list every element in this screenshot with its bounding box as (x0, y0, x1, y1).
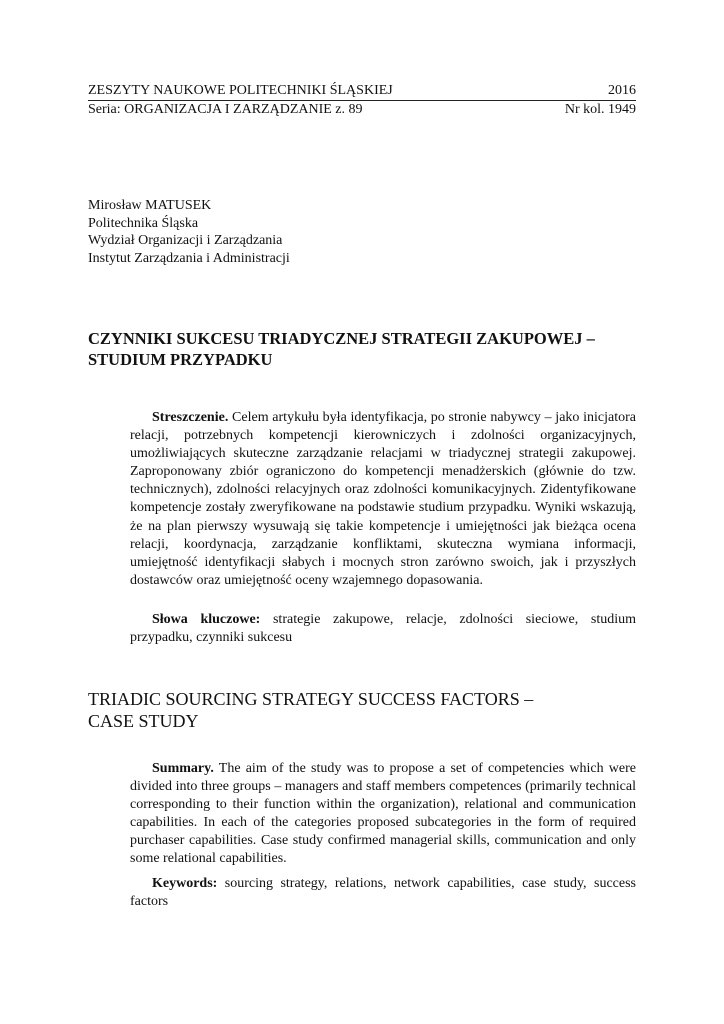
author-name: Mirosław MATUSEK (88, 198, 212, 213)
keywords-english-text: sourcing strategy, relations, network capabilities, case study, success factors (130, 876, 636, 910)
journal-header (88, 82, 636, 118)
abstract-english-paragraph (130, 760, 636, 869)
author-affiliation-university: Politechnika Śląska (88, 215, 199, 231)
title-polish-line2: STUDIUM PRZYPADKU (88, 349, 273, 369)
title-polish-line1: CZYNNIKI SUKCESU TRIADYCZNEJ STRATEGII ZAKUPOWEJ – (88, 329, 595, 348)
keywords-polish-text: strategie zakupowe, relacje, zdolności sieciowe, studium przypadku, czynniki sukcesu (130, 612, 636, 646)
abstract-polish (130, 409, 636, 590)
author-block (88, 197, 290, 267)
author-affiliation-institute: Instytut Zarządzania i Administracji (88, 250, 290, 266)
keywords-polish (130, 611, 636, 647)
keywords-polish-label: Słowa kluczowe: (152, 612, 261, 627)
header-row-series (88, 101, 636, 118)
title-english-line2: CASE STUDY (88, 711, 199, 731)
abstract-english-text: The aim of the study was to propose a set of competencies which were divided into three groups – managers and staff members competences (primarily technical corresponding to their function within the organization), relational and communication capabilities. In each of the categories proposed subcategories in the form of required purchaser capabilities. Case study confirmed managerial skills, communication and only some relational capabilities. (130, 761, 636, 867)
keywords-english (130, 875, 636, 911)
abstract-polish-text: Celem artykułu była identyfikacja, po stronie nabywcy – jako inicjatora relacji, potrzebnych kompetencji kierowniczych i zdolności organizacyjnych, umożliwiających skuteczne zarządzanie relacjami w triadycznej strategii zakupowej. Zaproponowany zbiór ograniczono do kompetencji menadżerskich (głównie do tzw. technicznych), zdolności relacyjnych oraz zdolności komunikacyjnych. Zidentyfikowane kompetencje zostały zweryfikowane na podstawie studium przypadku. Wyniki wskazują, że na plan pierwszy wysuwają się takie kompetencje i umiejętności jak bieżąca ocena relacji, koordynacja, zarządzanie konfliktami, skuteczna wymiana informacji, umiejętność identyfikacji słabych i mocnych stron zarówno swoich, jak i przyszłych dostawców oraz umiejętność oceny wzajemnego dopasowania. (130, 410, 636, 588)
abstract-english-label: Summary. (152, 761, 214, 776)
keywords-polish-paragraph (130, 611, 636, 647)
header-row-journal (88, 82, 636, 101)
keywords-english-paragraph (130, 875, 636, 911)
abstract-polish-label: Streszczenie. (152, 410, 229, 425)
keywords-english-label: Keywords: (152, 876, 218, 891)
title-english (88, 688, 648, 732)
journal-year: 2016 (608, 83, 636, 98)
author-affiliation-faculty: Wydział Organizacji i Zarządzania (88, 233, 283, 248)
abstract-polish-paragraph (130, 409, 636, 590)
journal-name: ZESZYTY NAUKOWE POLITECHNIKI ŚLĄSKIEJ (88, 83, 393, 98)
title-polish (88, 329, 648, 370)
abstract-english (130, 760, 636, 869)
series-name: Seria: ORGANIZACJA I ZARZĄDZANIE z. 89 (88, 102, 363, 117)
title-english-line1: TRIADIC SOURCING STRATEGY SUCCESS FACTORS – (88, 689, 534, 709)
series-number: Nr kol. 1949 (564, 102, 636, 117)
